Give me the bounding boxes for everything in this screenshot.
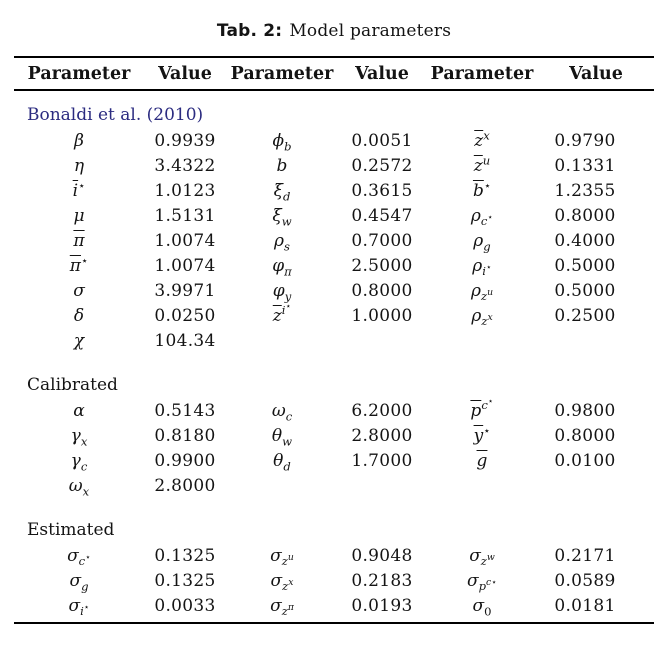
- value-cell: 0.1331: [554, 155, 616, 176]
- param-cell: $\overline{p}^{c^⋆}$: [470, 396, 494, 421]
- value-cell: [338, 328, 426, 353]
- header-parameter-1: Parameter: [14, 57, 144, 90]
- param-cell: $\overline{\pi}^⋆$: [69, 252, 89, 276]
- value-cell: 1.5131: [154, 205, 216, 226]
- value-cell: 0.9048: [351, 545, 413, 566]
- value-cell: 1.0074: [154, 255, 216, 276]
- param-cell: $\overline{\pi}$: [73, 230, 85, 251]
- value-cell: [538, 473, 654, 498]
- param-cell: α: [73, 400, 85, 421]
- param-cell: $\phi_b$: [272, 130, 292, 153]
- value-cell: 0.9900: [154, 450, 216, 471]
- param-cell: $\sigma_{i^⋆}$: [68, 595, 90, 618]
- param-cell: $\rho_{i^⋆}$: [472, 255, 492, 278]
- section-header-row: [14, 372, 654, 398]
- value-cell: 0.0033: [154, 595, 216, 616]
- data-row: [14, 543, 654, 568]
- data-row: [14, 568, 654, 593]
- value-cell: 0.5143: [154, 400, 216, 421]
- value-cell: 0.9790: [554, 130, 616, 151]
- value-cell: 0.9939: [154, 130, 216, 151]
- section-spacer: [14, 90, 654, 102]
- data-row: [14, 398, 654, 423]
- caption-text: Model parameters: [289, 21, 452, 41]
- table-caption: [0, 0, 668, 41]
- param-cell: δ: [73, 305, 85, 326]
- param-cell: $\sigma_{p^{c⋆}}$: [467, 570, 497, 593]
- param-cell: $\sigma_g$: [69, 570, 89, 593]
- value-cell: 0.4000: [554, 230, 616, 251]
- data-row: [14, 423, 654, 448]
- value-cell: 1.2355: [554, 180, 616, 201]
- value-cell: 3.4322: [154, 155, 216, 176]
- header-value-2: Value: [338, 57, 426, 90]
- data-row: [14, 128, 654, 153]
- param-cell: [426, 473, 538, 498]
- data-row: [14, 153, 654, 178]
- param-cell: $\sigma_{z^x}$: [270, 570, 294, 593]
- section-citation-link[interactable]: Bonaldi et al. (2010): [27, 105, 204, 125]
- param-cell: $\varphi_y$: [272, 280, 292, 303]
- param-cell: $\overline{z}^u$: [473, 152, 491, 176]
- value-cell: 0.3615: [351, 180, 413, 201]
- param-cell: χ: [73, 330, 85, 351]
- value-cell: 0.8000: [554, 205, 616, 226]
- param-cell: $\sigma_{c^⋆}$: [67, 545, 91, 568]
- header-parameter-2: Parameter: [226, 57, 338, 90]
- table-header: [14, 57, 654, 90]
- value-cell: 0.0100: [554, 450, 616, 471]
- param-cell: $\sigma_{z^u}$: [270, 545, 294, 568]
- param-cell: $\gamma_x$: [70, 425, 88, 448]
- data-row: [14, 328, 654, 353]
- param-cell: $\xi_w$: [272, 205, 292, 228]
- value-cell: 0.2171: [554, 545, 616, 566]
- value-cell: 0.0193: [351, 595, 413, 616]
- data-row: [14, 303, 654, 328]
- value-cell: 0.0250: [154, 305, 216, 326]
- value-cell: 0.8180: [154, 425, 216, 446]
- param-cell: $\sigma_0$: [472, 595, 492, 618]
- section-title: Estimated: [27, 520, 115, 540]
- param-cell: $\omega_x$: [68, 475, 90, 498]
- value-cell: [338, 473, 426, 498]
- data-row: [14, 228, 654, 253]
- param-cell: $\rho_{z^x}$: [471, 305, 493, 328]
- caption-label: Tab. 2:: [216, 21, 283, 41]
- header-value-3: Value: [538, 57, 654, 90]
- value-cell: 6.2000: [351, 400, 413, 421]
- param-cell: $\sigma_{z^w}$: [469, 545, 495, 568]
- section-spacer: [14, 498, 654, 517]
- section-header-row: [14, 517, 654, 543]
- param-cell: $\overline{b}^⋆$: [472, 177, 492, 201]
- value-cell: [538, 328, 654, 353]
- section-title: Calibrated: [27, 375, 118, 395]
- value-cell: 0.8000: [351, 280, 413, 301]
- value-cell: 0.9800: [554, 400, 616, 421]
- value-cell: 0.4547: [351, 205, 413, 226]
- data-row: [14, 203, 654, 228]
- param-cell: $\overline{i}^⋆$: [72, 177, 86, 201]
- param-cell: $\xi_d$: [273, 180, 291, 203]
- value-cell: 1.0123: [154, 180, 216, 201]
- param-cell: $\omega_c$: [271, 400, 293, 423]
- value-cell: 0.1325: [154, 570, 216, 591]
- param-cell: b: [276, 155, 288, 176]
- value-cell: 1.0000: [351, 305, 413, 326]
- table-body: [14, 90, 654, 623]
- value-cell: 0.2572: [351, 155, 413, 176]
- param-cell: $\sigma_{z^\pi}$: [270, 595, 294, 618]
- value-cell: 0.5000: [554, 255, 616, 276]
- value-cell: 0.0589: [554, 570, 616, 591]
- value-cell: 2.8000: [351, 425, 413, 446]
- parameters-table: [14, 56, 654, 624]
- header-value-1: Value: [144, 57, 226, 90]
- value-cell: 104.34: [154, 330, 216, 351]
- param-cell: σ: [73, 280, 85, 301]
- value-cell: 0.0181: [554, 595, 616, 616]
- param-cell: $\theta_d$: [273, 450, 291, 473]
- value-cell: 0.8000: [554, 425, 616, 446]
- data-row: [14, 253, 654, 278]
- value-cell: 0.2183: [351, 570, 413, 591]
- header-row: [14, 57, 654, 90]
- param-cell: $\rho_g$: [473, 230, 491, 253]
- param-cell: $\overline{g}$: [476, 450, 488, 471]
- value-cell: 1.7000: [351, 450, 413, 471]
- data-row: [14, 593, 654, 623]
- param-cell: β: [74, 130, 84, 151]
- value-cell: 0.2500: [554, 305, 616, 326]
- data-row: [14, 278, 654, 303]
- value-cell: 0.5000: [554, 280, 616, 301]
- param-cell: $\overline{y}^⋆$: [473, 422, 491, 446]
- param-cell: $\gamma_c$: [70, 450, 88, 473]
- value-cell: 0.7000: [351, 230, 413, 251]
- param-cell: $\overline{z}^x$: [474, 127, 490, 151]
- param-cell: η: [73, 155, 85, 176]
- data-row: [14, 178, 654, 203]
- section-spacer: [14, 353, 654, 372]
- section-header-row: [14, 102, 654, 128]
- data-row: [14, 473, 654, 498]
- param-cell: μ: [73, 205, 85, 226]
- param-cell: $\rho_{z^u}$: [470, 280, 494, 303]
- param-cell: $\overline{z}^{i^⋆}$: [272, 301, 292, 326]
- header-parameter-3: Parameter: [426, 57, 538, 90]
- value-cell: 2.8000: [154, 475, 216, 496]
- data-row: [14, 448, 654, 473]
- value-cell: 1.0074: [154, 230, 216, 251]
- param-cell: $\theta_w$: [271, 425, 293, 448]
- value-cell: 2.5000: [351, 255, 413, 276]
- param-cell: [226, 328, 338, 353]
- value-cell: 3.9971: [154, 280, 216, 301]
- param-cell: $\rho_{c^⋆}$: [470, 205, 494, 228]
- param-cell: [426, 328, 538, 353]
- param-cell: $\rho_s$: [274, 230, 290, 253]
- param-cell: $\varphi_\pi$: [272, 255, 292, 278]
- param-cell: [226, 473, 338, 498]
- value-cell: 0.1325: [154, 545, 216, 566]
- value-cell: 0.0051: [351, 130, 413, 151]
